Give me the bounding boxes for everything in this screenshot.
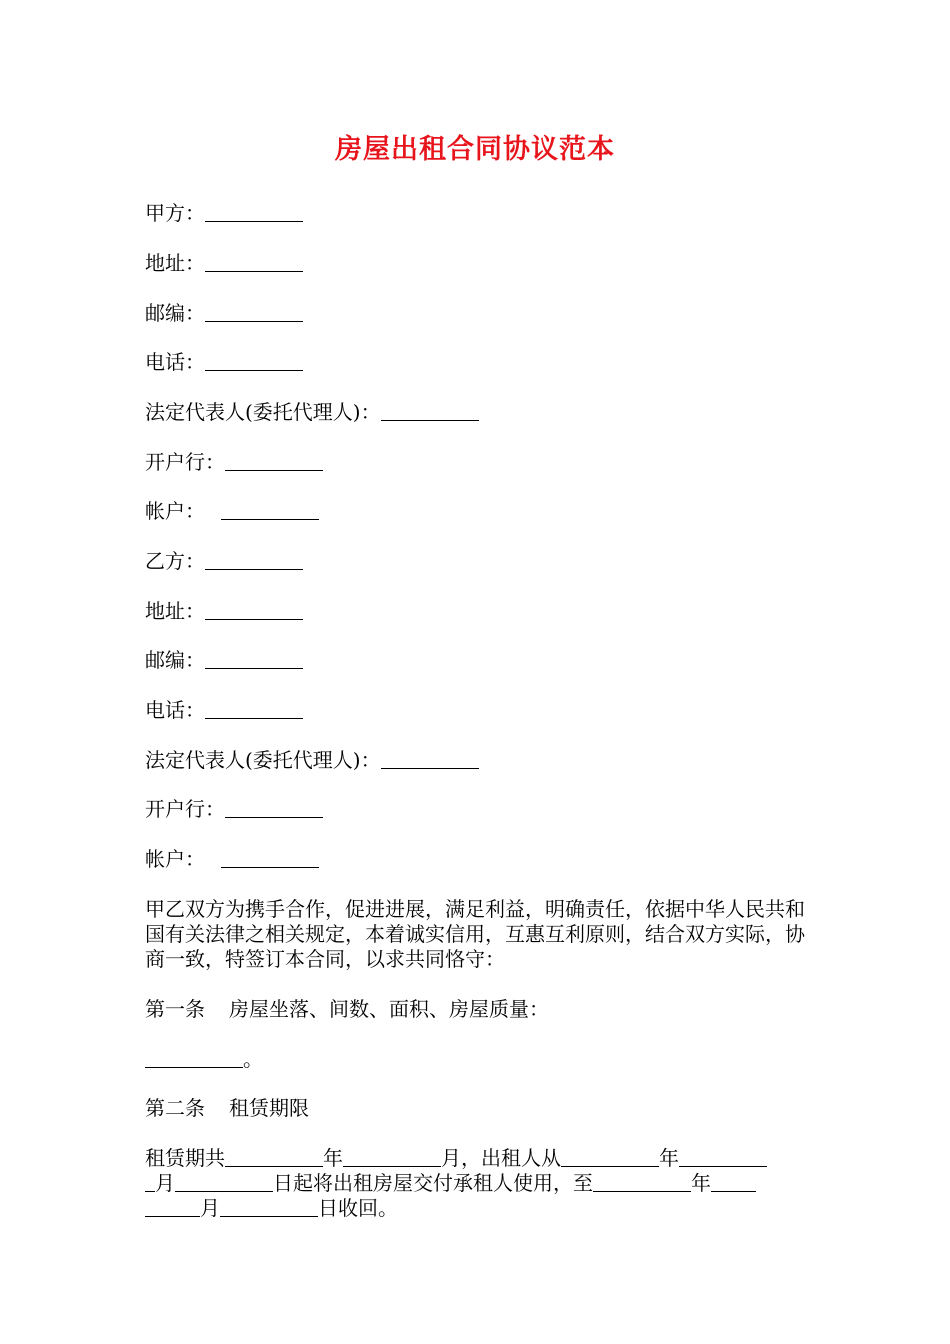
party-b-account-field <box>145 846 319 872</box>
start-day-blank <box>175 1171 273 1192</box>
party-b-name-label: 乙方： <box>145 549 205 573</box>
party-a-rep-blank <box>381 400 479 421</box>
article-2-text: 日收回。 <box>318 1196 398 1220</box>
party-b-rep-field <box>145 747 479 773</box>
party-a-rep-label: 法定代表人(委托代理人)： <box>145 400 381 424</box>
party-a-address-label: 地址： <box>145 251 205 275</box>
article-1-number: 第一条 <box>145 997 205 1021</box>
party-a-bank-label: 开户行： <box>145 450 225 474</box>
start-month-blank-a <box>679 1146 767 1167</box>
party-a-postcode-blank <box>205 301 303 322</box>
article-2-text: 租赁期共 <box>145 1146 225 1170</box>
article-2-text: 年 <box>691 1171 711 1195</box>
party-b-phone-blank <box>205 698 303 719</box>
party-a-bank-field <box>145 449 323 475</box>
end-day-blank <box>220 1196 318 1217</box>
party-b-bank-blank <box>225 797 323 818</box>
article-2-text: 日起将出租房屋交付承租人使用，至 <box>273 1171 593 1195</box>
article-2-text: 月，出租人从 <box>441 1146 561 1170</box>
party-b-postcode-field <box>145 647 303 673</box>
party-b-address-label: 地址： <box>145 599 205 623</box>
party-b-bank-label: 开户行： <box>145 797 225 821</box>
party-b-postcode-blank <box>205 648 303 669</box>
party-b-bank-field <box>145 796 323 822</box>
article-1-heading <box>145 996 549 1022</box>
start-month-blank-b <box>145 1171 155 1192</box>
article-1-fill <box>145 1046 263 1072</box>
article-2-title: 租赁期限 <box>229 1096 309 1120</box>
party-a-name-label: 甲方： <box>145 201 205 225</box>
article-2-text: 年 <box>323 1146 343 1170</box>
party-b-address-field <box>145 598 303 624</box>
party-a-address-field <box>145 250 303 276</box>
party-a-account-label: 帐户： <box>145 499 205 523</box>
party-b-phone-label: 电话： <box>145 698 205 722</box>
party-a-phone-label: 电话： <box>145 350 205 374</box>
document-title: 房屋出租合同协议范本 <box>335 134 615 165</box>
end-year-blank <box>593 1171 691 1192</box>
party-a-account-blank <box>221 499 319 520</box>
party-a-bank-blank <box>225 450 323 471</box>
party-b-postcode-label: 邮编： <box>145 648 205 672</box>
party-a-address-blank <box>205 251 303 272</box>
article-2-number: 第二条 <box>145 1096 205 1120</box>
end-month-blank-b <box>145 1196 200 1217</box>
party-b-rep-blank <box>381 748 479 769</box>
article-2-text: 月 <box>155 1171 175 1195</box>
lease-years-blank <box>225 1146 323 1167</box>
party-b-account-label: 帐户： <box>145 847 205 871</box>
article-2-line-1 <box>145 1145 767 1171</box>
preamble-paragraph: 甲乙双方为携手合作，促进进展，满足利益，明确责任，依据中华人民共和国有关法律之相关规定，本着诚实信用，互惠互利原则，结合双方实际，协商一致，特签订本合同，以求共同恪守： <box>145 897 805 971</box>
party-a-rep-field <box>145 399 479 425</box>
article-2-text: 年 <box>659 1146 679 1170</box>
party-b-name-blank <box>205 549 303 570</box>
lease-months-blank <box>343 1146 441 1167</box>
article-2-heading <box>145 1095 309 1121</box>
article-1-blank <box>145 1047 243 1068</box>
party-a-account-field <box>145 498 319 524</box>
party-b-address-blank <box>205 599 303 620</box>
party-a-postcode-field <box>145 300 303 326</box>
article-1-fill-suffix: 。 <box>243 1047 263 1071</box>
party-a-postcode-label: 邮编： <box>145 301 205 325</box>
party-b-account-blank <box>221 847 319 868</box>
article-1-title: 房屋坐落、间数、面积、房屋质量： <box>229 997 549 1021</box>
start-year-blank <box>561 1146 659 1167</box>
article-2-text: 月 <box>200 1196 220 1220</box>
party-b-phone-field <box>145 697 303 723</box>
article-2-line-3 <box>145 1195 398 1221</box>
party-a-name-field <box>145 200 303 226</box>
party-b-rep-label: 法定代表人(委托代理人)： <box>145 748 381 772</box>
party-a-phone-blank <box>205 350 303 371</box>
party-a-name-blank <box>205 201 303 222</box>
article-2-line-2 <box>145 1170 756 1196</box>
party-b-name-field <box>145 548 303 574</box>
end-month-blank-a <box>711 1171 756 1192</box>
party-a-phone-field <box>145 349 303 375</box>
